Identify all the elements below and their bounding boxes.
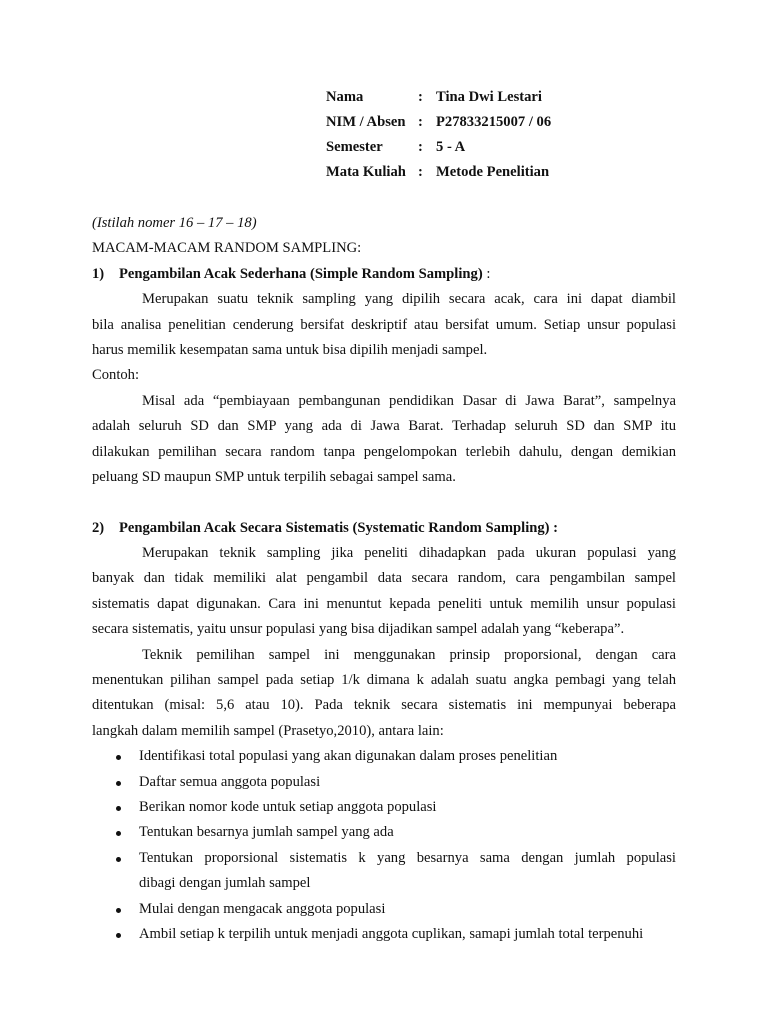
list-item — [92, 744, 676, 769]
list-item-text: Mulai dengan mengacak anggota populasi — [139, 900, 386, 917]
blank-line — [92, 490, 676, 515]
identity-colon: : — [418, 164, 423, 180]
list-item-text: Berikan nomor kode untuk setiap anggota populasi — [139, 798, 437, 815]
section-1-heading — [92, 262, 676, 287]
section-1-paragraph — [92, 287, 676, 363]
list-item — [92, 770, 676, 795]
paragraph-line: Merupakan teknik sampling jika peneliti dihadapkan pada ukuran populasi yang — [142, 545, 676, 562]
section-title: Pengambilan Acak Sederhana (Simple Random Sampling) — [119, 265, 483, 282]
section-2-paragraph-1 — [92, 541, 676, 643]
list-item — [92, 897, 676, 922]
list-item-text: dibagi dengan jumlah sampel — [139, 875, 311, 892]
paragraph-line: Merupakan suatu teknik sampling yang dipilih secara acak, cara ini dapat diambil — [142, 291, 676, 308]
paragraph-line: adalah seluruh SD dan SMP yang ada di Jawa Barat. Terhadap seluruh SD dan SMP itu — [92, 418, 676, 435]
list-item-text: Identifikasi total populasi yang akan digunakan dalam proses penelitian — [139, 748, 558, 765]
bullet-icon — [116, 857, 121, 862]
identity-value: Metode Penelitian — [436, 164, 550, 180]
section-2-heading — [92, 516, 676, 541]
list-item-text: Tentukan besarnya jumlah sampel yang ada — [139, 824, 394, 841]
bullet-icon — [116, 908, 121, 913]
list-item — [92, 820, 676, 845]
section-title: Pengambilan Acak Secara Sistematis (Systematic Random Sampling) : — [119, 519, 559, 536]
bullet-icon — [116, 806, 121, 811]
paragraph-line: dilakukan pemilihan secara random tanpa pengelompokan terlebih dahulu, dengan demikian — [92, 443, 676, 460]
identity-colon: : — [418, 114, 423, 130]
paragraph-line: ditentukan (misal: 5,6 atau 10). Pada teknik secara sistematis ini mempunyai beberapa — [92, 697, 676, 714]
paragraph-line: Teknik pemilihan sampel ini menggunakan prinsip proporsional, dengan cara — [142, 646, 676, 663]
paragraph-line: banyak dan tidak memiliki alat pengambil data secara random, cara pengambilan sampel — [92, 570, 676, 587]
section-2-paragraph-2 — [92, 643, 676, 745]
identity-value: 5 - A — [436, 139, 466, 155]
example-label: Contoh: — [92, 367, 140, 384]
section-title-suffix: : — [482, 265, 491, 282]
identity-colon: : — [418, 139, 423, 155]
identity-value: Tina Dwi Lestari — [436, 89, 542, 105]
paragraph-line: peluang SD maupun SMP untuk terpilih sebagai sampel sama. — [92, 468, 456, 485]
identity-label: Nama — [326, 89, 364, 105]
list-item — [92, 922, 676, 947]
bullet-icon — [116, 781, 121, 786]
paragraph-line: menentukan pilihan sampel pada setiap 1/k dimana k adalah suatu angka pembagi yang telah — [92, 672, 676, 689]
list-item-text: Daftar semua anggota populasi — [139, 773, 321, 790]
list-item-text: Tentukan proporsional sistematis k yang besarnya sama dengan jumlah populasi — [139, 849, 676, 866]
paragraph-line: secara sistematis, yaitu unsur populasi yang bisa dijadikan sampel adalah yang “keberapa”. — [92, 621, 625, 638]
identity-colon: : — [418, 89, 423, 105]
document-title: MACAM-MACAM RANDOM SAMPLING: — [92, 240, 362, 257]
list-item — [92, 795, 676, 820]
paragraph-line: Misal ada “pembiayaan pembangunan pendidikan Dasar di Jawa Barat”, sampelnya — [142, 392, 676, 409]
section-number: 1) — [92, 265, 105, 282]
steps-list — [92, 744, 676, 947]
paragraph-line: langkah dalam memilih sampel (Prasetyo,2010), antara lain: — [92, 722, 444, 739]
paragraph-line: bila analisa penelitian cenderung bersifat deskriptif atau bersifat umum. Setiap unsur populasi — [92, 316, 676, 333]
term-note: (Istilah nomer 16 – 17 – 18) — [92, 215, 257, 231]
bullet-icon — [116, 933, 121, 938]
example-paragraph — [92, 389, 676, 491]
paragraph-line: sistematis dapat digunakan. Cara ini menuntut kepada peneliti untuk memilih unsur populasi — [92, 595, 676, 612]
identity-label: NIM / Absen — [326, 114, 406, 130]
list-item — [92, 846, 676, 897]
document-body — [92, 211, 676, 947]
paragraph-line: harus memilik kesempatan sama untuk bisa dipilih menjadi sampel. — [92, 341, 488, 358]
list-item-text: Ambil setiap k terpilih untuk menjadi anggota cuplikan, samapi jumlah total terpenuhi — [139, 925, 644, 942]
identity-label: Semester — [326, 139, 383, 155]
identity-value: P27833215007 / 06 — [436, 114, 552, 130]
section-number: 2) — [92, 519, 105, 536]
identity-label: Mata Kuliah — [326, 164, 406, 180]
